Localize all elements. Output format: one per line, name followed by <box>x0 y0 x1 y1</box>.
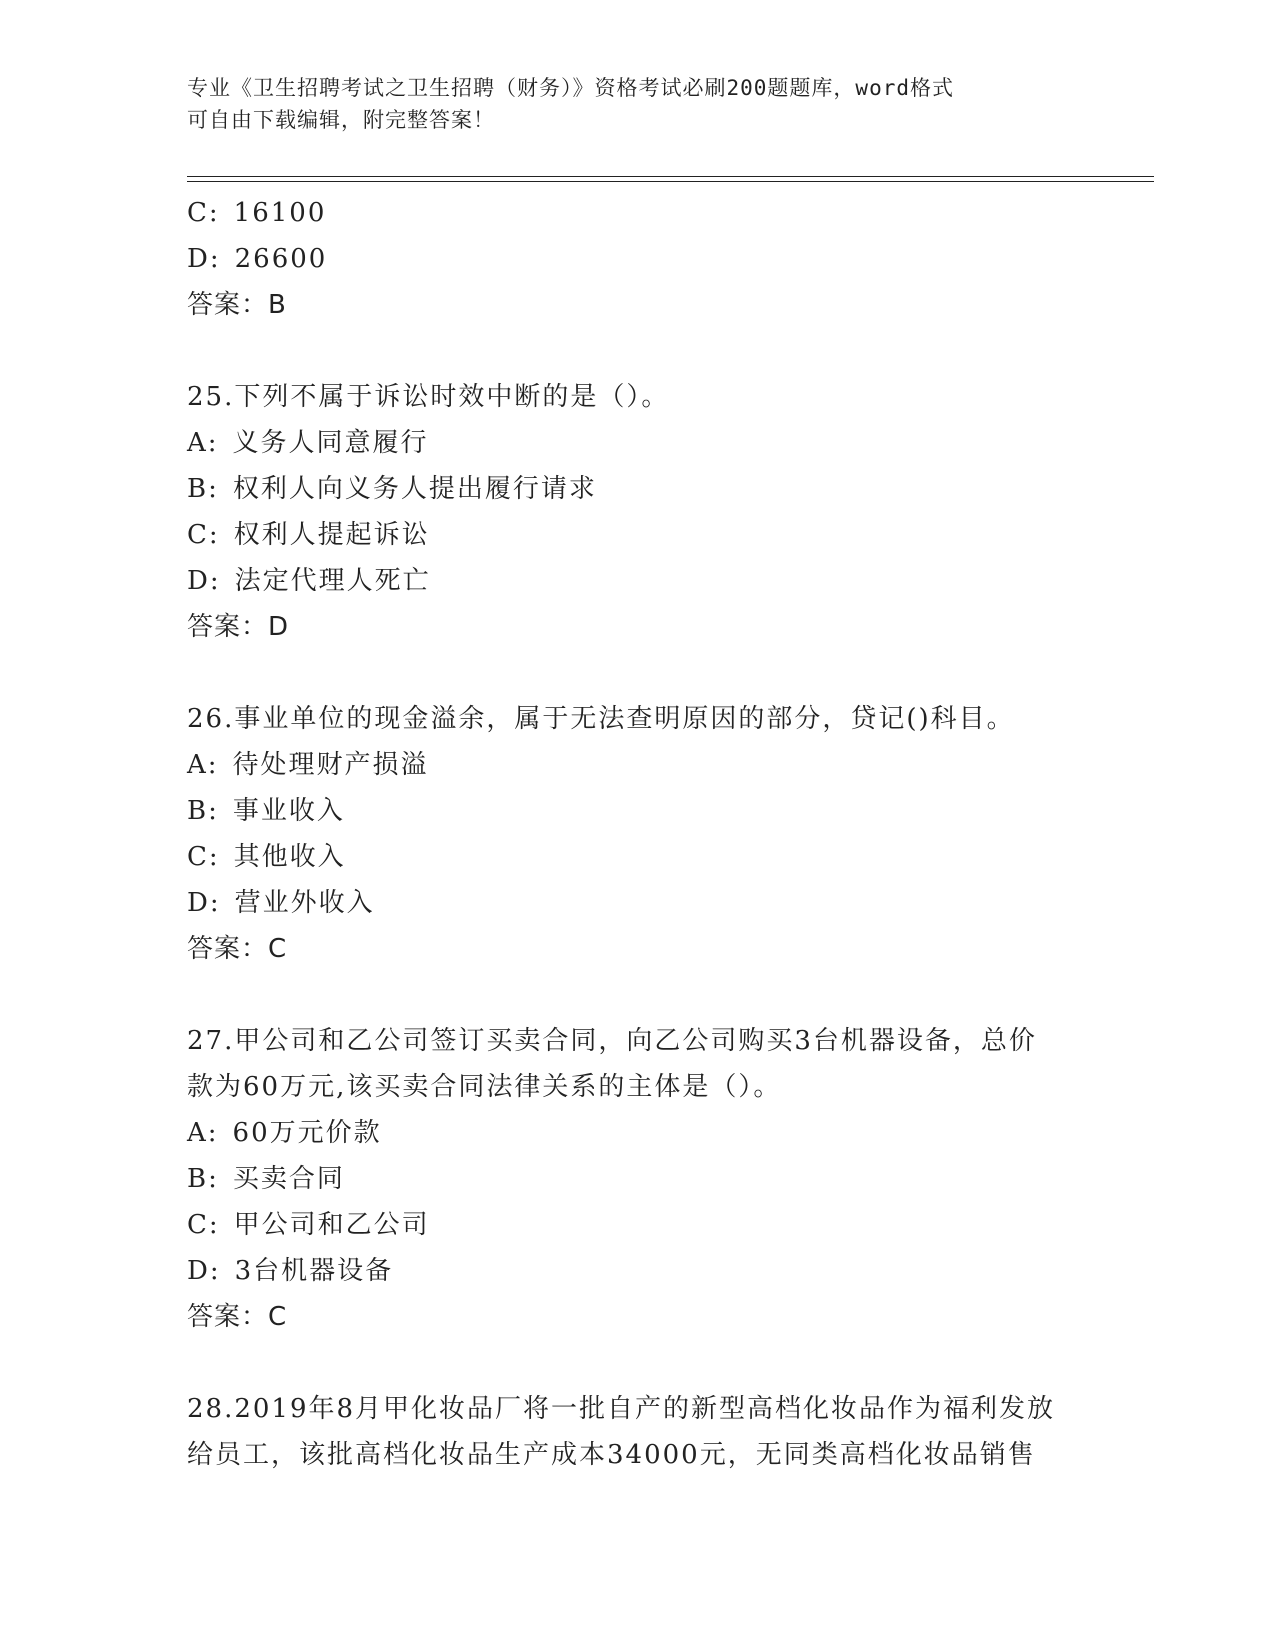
answer-line: 答案：B <box>187 290 287 320</box>
question-stem: 26.事业单位的现金溢余，属于无法查明原因的部分，贷记()科目。 <box>187 704 1015 734</box>
header-divider-bottom <box>187 181 1154 182</box>
question-26 <box>187 696 1107 972</box>
option-c: C: 权利人提起诉讼 <box>187 520 430 550</box>
question-stem: 27.甲公司和乙公司签订买卖合同，向乙公司购买3台机器设备，总价 <box>187 1026 1037 1056</box>
option-d: D: 法定代理人死亡 <box>187 566 431 596</box>
answer-line: 答案：C <box>187 1302 288 1332</box>
answer-line: 答案：C <box>187 934 288 964</box>
option-c: C: 其他收入 <box>187 842 346 872</box>
question-28 <box>187 1386 1107 1478</box>
option-d: D: 营业外收入 <box>187 888 375 918</box>
option-c: C: 16100 <box>187 198 327 228</box>
spacer <box>187 972 1107 1018</box>
option-b: B: 事业收入 <box>187 796 345 826</box>
header-divider-top <box>187 176 1154 177</box>
question-list <box>187 190 1107 1478</box>
question-stem: 28.2019年8月甲化妆品厂将一批自产的新型高档化妆品作为福利发放 <box>187 1394 1056 1424</box>
option-a: A: 60万元价款 <box>187 1118 382 1148</box>
spacer <box>187 650 1107 696</box>
document-header <box>187 72 1087 136</box>
option-b: B: 买卖合同 <box>187 1164 345 1194</box>
option-d: D: 3台机器设备 <box>187 1256 394 1286</box>
header-title-line-1: 专业《卫生招聘考试之卫生招聘（财务）》资格考试必刷200题题库，word格式 <box>187 76 954 100</box>
question-25 <box>187 374 1107 650</box>
option-b: B: 权利人向义务人提出履行请求 <box>187 474 597 504</box>
spacer <box>187 328 1107 374</box>
option-a: A: 义务人同意履行 <box>187 428 429 458</box>
spacer <box>187 1340 1107 1386</box>
option-c: C: 甲公司和乙公司 <box>187 1210 430 1240</box>
previous-question-tail <box>187 190 1107 328</box>
question-27 <box>187 1018 1107 1340</box>
question-stem: 25.下列不属于诉讼时效中断的是（）。 <box>187 382 670 412</box>
question-stem-continued: 给员工，该批高档化妆品生产成本34000元，无同类高档化妆品销售 <box>187 1440 1036 1470</box>
option-a: A: 待处理财产损溢 <box>187 750 429 780</box>
question-stem-continued: 款为60万元,该买卖合同法律关系的主体是（）。 <box>187 1072 782 1102</box>
header-title-line-2: 可自由下载编辑，附完整答案！ <box>187 108 495 132</box>
option-d: D: 26600 <box>187 244 328 274</box>
answer-line: 答案：D <box>187 612 290 642</box>
